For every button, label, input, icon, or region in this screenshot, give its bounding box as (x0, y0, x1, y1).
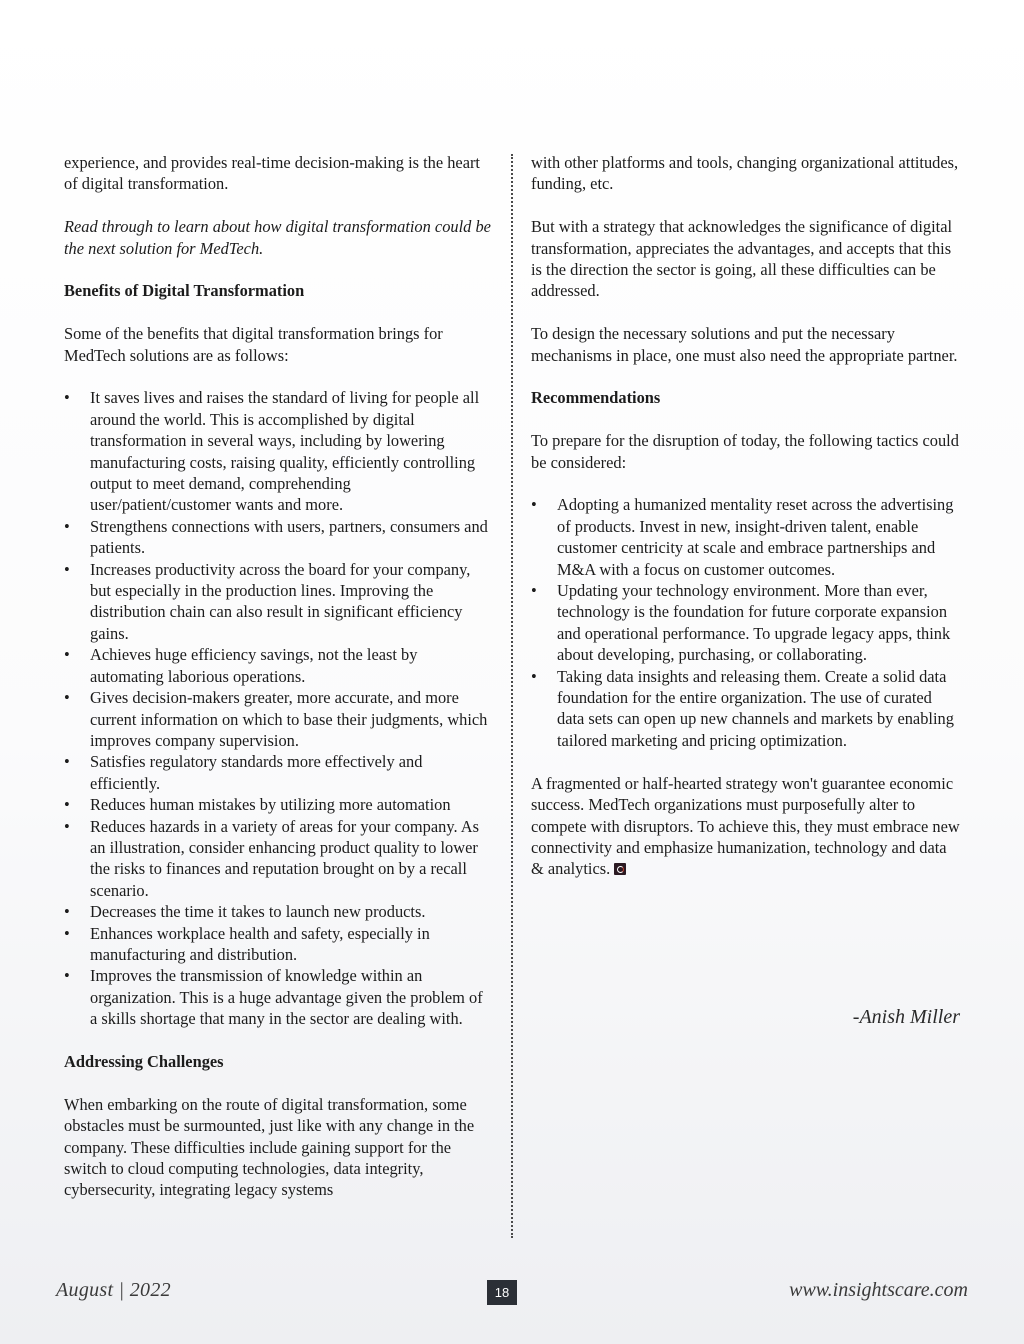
conclusion-paragraph (531, 773, 963, 880)
partner-paragraph: To design the necessary solutions and put the necessary mechanisms in place, one must also need the appropriate partner. (531, 324, 958, 365)
column-divider (511, 154, 513, 1238)
recommendations-intro-paragraph: To prepare for the disruption of today, the following tactics could be considered: (531, 431, 959, 472)
author-signature: -Anish Miller (852, 1006, 960, 1028)
benefit-item: • Increases productivity across the board for your company, but especially in the production lines. Improving the distribution chain can also result in significant efficiency gains. (64, 559, 494, 645)
conclusion-text: A fragmented or half-hearted strategy won't guarantee economic success. MedTech organizations must purposefully alter to compete with disruptors. To achieve this, they must embrace new connectivity and emphasize humanization, technology and data & analytics. (531, 773, 960, 879)
benefit-item: • Gives decision-makers greater, more accurate, and more current information on which to base their judgments, which improves company supervision. (64, 687, 494, 751)
recommendations-list (531, 494, 963, 751)
benefit-item: • Decreases the time it takes to launch new products. (64, 901, 494, 922)
benefit-item: • Strengthens connections with users, partners, consumers and patients. (64, 516, 494, 559)
recommendation-item: • Adopting a humanized mentality reset across the advertising of products. Invest in new, insight-driven talent, enable customer centricity at scale and embrace partnerships and M&A with a focus on customer outcomes. (531, 494, 963, 580)
recommendations-heading: Recommendations (531, 388, 661, 408)
benefit-item: • Achieves huge efficiency savings, not the least by automating laborious operations. (64, 644, 494, 687)
benefits-heading: Benefits of Digital Transformation (64, 281, 305, 301)
continued-paragraph: with other platforms and tools, changing organizational attitudes, funding, etc. (531, 153, 959, 194)
recommendation-item: • Updating your technology environment. More than ever, technology is the foundation for future corporate expansion and operational performance. To upgrade legacy apps, think about developing, purchasing, or collaborating. (531, 580, 963, 666)
benefit-item: • Enhances workplace health and safety, especially in manufacturing and distribution. (64, 923, 494, 966)
challenges-paragraph: When embarking on the route of digital transformation, some obstacles must be surmounted, just like with any change in the company. These difficulties include gaining support for the switch to cloud computing technologies, data integrity, cybersecurity, integrating legacy systems (64, 1094, 475, 1200)
strategy-paragraph: But with a strategy that acknowledges the significance of digital transformation, appreciates the advantages, and accepts that this is the direction the sector is going, all these difficulties can be addressed. (531, 217, 953, 301)
benefit-item: • Satisfies regulatory standards more effectively and efficiently. (64, 751, 494, 794)
intro-italic-paragraph: Read through to learn about how digital transformation could be the next solution for MedTech. (64, 217, 491, 258)
left-column (64, 152, 494, 1222)
page-number-badge: 18 (487, 1280, 517, 1305)
recommendation-item: • Taking data insights and releasing them. Create a solid data foundation for the entire organization. The use of curated data sets can open up new channels and markets by enabling tailored marketing and pricing optimization. (531, 666, 963, 752)
benefits-intro-paragraph: Some of the benefits that digital transformation brings for MedTech solutions are as follows: (64, 324, 443, 365)
benefit-item: • It saves lives and raises the standard of living for people all around the world. This is accomplished by digital transformation in several ways, including by lowering manufacturing costs, raising quality, efficiently controlling output to meet demand, comprehending user/patient/customer wants and more. (64, 387, 494, 515)
intro-paragraph: experience, and provides real-time decision-making is the heart of digital transformation. (64, 153, 480, 194)
right-column (531, 152, 963, 901)
challenges-heading: Addressing Challenges (64, 1051, 224, 1071)
benefit-item: • Reduces human mistakes by utilizing more automation (64, 794, 494, 815)
benefits-list (64, 387, 494, 1029)
benefit-item: • Improves the transmission of knowledge within an organization. This is a huge advantage given the problem of a skills shortage that many in the sector are dealing with. (64, 965, 494, 1029)
benefit-item: • Reduces hazards in a variety of areas for your company. As an illustration, consider enhancing product quality to lower the risks to finances and reputation brought on by a recall scenario. (64, 816, 494, 902)
footer-date: August | 2022 (56, 1279, 171, 1301)
end-mark-icon (614, 863, 626, 875)
footer-website: www.insightscare.com (789, 1279, 968, 1301)
